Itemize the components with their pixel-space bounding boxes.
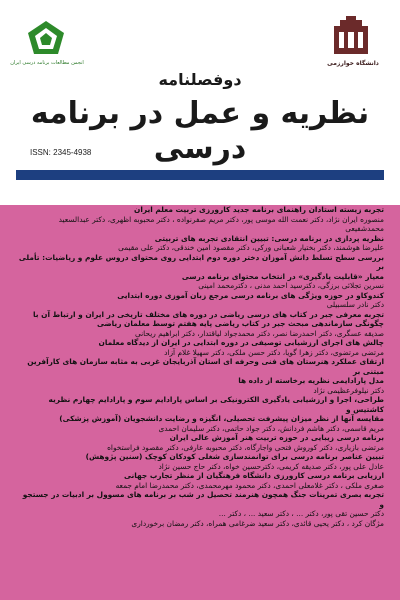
toc-line: ارزیابی برنامه درسی کارورزی دانشگاه فرهنگیان از منظر تجارب جهانی [124,471,384,480]
toc-line: مرتضی بازیاری، دکتر کوروش فتحی واجارگاه، دکتر محبوبه عارفی، دکتر مقصود فراستخواه [107,442,384,452]
toc-line: تجربه زیسته استادان راهنمای برنامه جدید کارورزی تربیت معلم ایران [134,205,384,214]
toc-line: تبیین عناصر برنامه درسی برای توانمندسازی شغلی کودکان کوچک (سنین پژوهش) [85,452,384,461]
toc-line: تجربه بصری تمرینات جنگ همچون هنرمند تحصیل در شب بر برنامه های مسوول بر ادبیات در جستجو و [22,490,384,509]
table-of-contents [16,205,384,528]
journal-kicker: دوفصلنامه [158,70,242,89]
toc-line: منصوره ایران نژاد، دکتر نعمت الله موسی پور، دکتر مریم صفرنواده ، دکتر محبوبه اظهری، دکتر عبدالسعید [58,214,384,224]
publication-info [16,182,384,202]
toc-line: بررسی سطح تسلط دانش آموزان دختر دوره دوم ابتدایی روی محتوای دروس علوم و ریاضیات: تأملی بر [18,252,384,271]
toc-line: صدیقه عسگری، دکتر احمدرضا نصر، دکتر محمدجواد لیاقتدار، دکتر ابراهیم ریحانی [134,328,384,338]
toc-line: تجربه معرفی جبر در کتاب های درسی ریاضی در دوره های مختلف تاریخی در ایران و ارتباط آن با [33,309,384,319]
journal-title: نظریه و عمل در برنامه درسی [30,96,370,166]
toc-line: چالش های اجرای ارزشیابی توصیفی در دوره ابتدایی در ایران از دیدگاه معلمان [98,338,384,347]
society-logo-icon [24,18,68,58]
kharazmi-university-logo-icon [332,16,370,58]
toc-line: مدل پارادایمی نظریه برخاسته از داده ها [238,376,384,385]
toc-line: عادل علی پور، دکتر صدیقه کریمی، دکترحسین خواه، دکتر حاج حسین نژاد [158,461,384,471]
issn-label: ISSN: 2345-4938 [30,148,92,157]
toc-line: مقایسه آنها از نظر میزان پیشرفت تحصیلی، انگیزه و رضایت دانشجویان (آموزش پزشکی) [59,414,384,423]
issue-line: سال هشتم، شماره ۱۵، بهار و تابستان ۱۳۹۹، بها ۴۰۰۰۰ ریال [161,192,384,201]
toc-line: کندوکاو در حوزه ویژگی های برنامه درسی مرجع زبان آموزی دوره ابتدایی [117,290,384,300]
toc-line: ارتقای عملکرد هنرستان های فنی وحرفه ای استان آذربایجان غربی به مثابه سازمان های کارآفرین مبتنی بر [27,357,384,376]
toc-line: مرتضی مرتضوی، دکتر زهرا گویا، دکتر حسن ملکی، دکتر سهیلا غلام آزاد [164,347,384,357]
toc-line: معیار «قابلیت یادگیری» در انتخاب محتوای برنامه درسی [181,271,384,281]
university-logo-caption: دانشگاه خوارزمی [327,60,379,67]
toc-line: چگونگی سازماندهی مبحث جبر در کتاب ریاضی پایه هفتم توسط معلمان ریاضی [97,319,384,328]
toc-line: دکتر نیلوفرعظیمی نژاد [313,385,384,395]
toc-line: علیرضا هوشمند، دکتر بختیار شعبانی ورکی، دکتر مقصود امین خندقی، دکتر علی مقیمی [118,243,384,252]
toc-line: برنامه درسی زیبایی در حوزه تربیت هنر آموزش عالی ایران [169,433,384,442]
toc-line: صغری ملکی ، دکتر غلامعلی احمدی، دکتر محمود مهرمحمدی، دکتر محمدرضا امام جمعه [115,480,384,490]
header-stripe [16,170,384,180]
toc-line: نظریه پردازی در برنامه درسی: تبیین انتقادی تجربه های تربیتی [154,233,384,243]
toc-line: محمدشفیعی [345,224,384,233]
toc-line: مژگان کرد ، دکتر یحیی قائدی، دکتر سعید ضرغامی همراه، دکتر رمضان برخورداری [131,518,384,528]
publisher-line: نشریه علمی پژوهشی دانشگاه خوارزمی با همکاری انجمن مطالعات برنامه درسی ایران [63,182,384,191]
toc-line: طراحی، اجرا و ارزشیابی یادگیری الکترونیکی بر اساس پارادایم سوم و پارادایم چهارم نظریه کاشتیس و [48,395,384,414]
toc-line: مریم قاسمی، دکتر هاشم فردانش، دکتر جواد حاتمی، دکتر سلیمان احمدی [158,423,384,433]
toc-line: نسرین تجلائی برزگی، دکترسید احمد مدنی ، دکترمحمد امینی [198,281,384,290]
toc-line: دکتر نادر سلسبیلی [326,300,384,309]
toc-line: دکتر حسین تقی پور، دکتر ... ، دکتر سعید ... ، دکتر ... [218,509,384,518]
society-logo-caption: انجمن مطالعات برنامه درسی ایران [10,60,84,66]
